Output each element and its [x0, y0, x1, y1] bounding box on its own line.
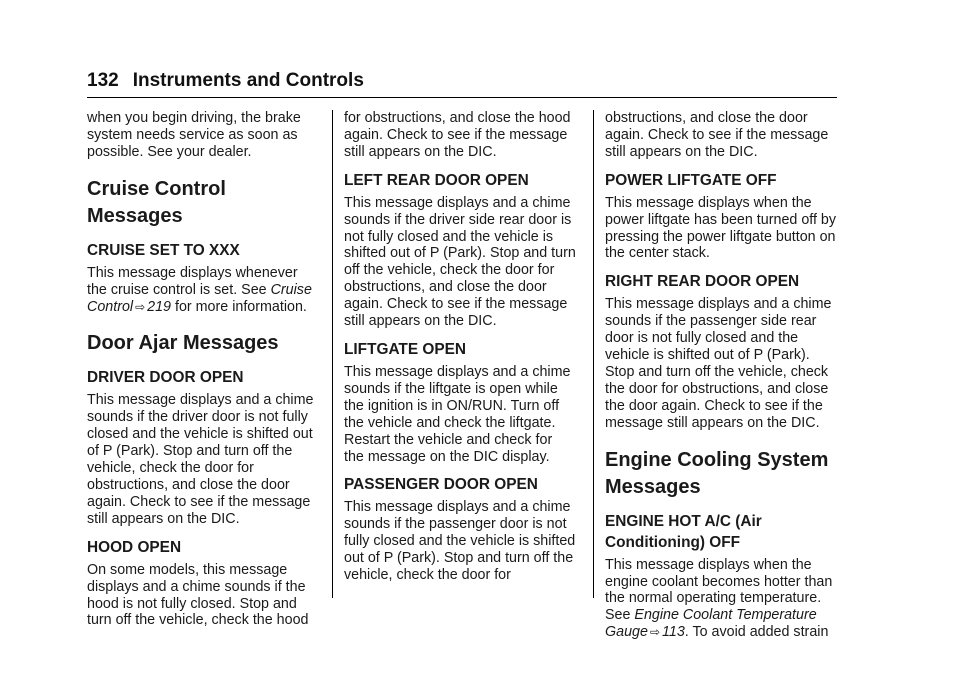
cruise-control-page-ref: 219	[147, 298, 172, 315]
heading-right-rear-door-open: RIGHT REAR DOOR OPEN	[605, 273, 800, 291]
heading-door-ajar-messages: Door Ajar Messages	[87, 332, 279, 355]
passenger-continued-paragraph: obstructions, and close the door again. Check to see if the message still appears on the DIC.	[605, 110, 829, 160]
heading-left-rear-door-open: LEFT REAR DOOR OPEN	[344, 171, 529, 189]
intro-paragraph: when you begin driving, the brake system needs service as soon as possible. See your dealer.	[87, 110, 301, 160]
heading-cruise-set: CRUISE SET TO XXX	[87, 241, 240, 259]
cruise-control-link-text: Cruise Control	[87, 281, 312, 315]
hood-open-paragraph: On some models, this message displays and a chime sounds if the hood is not fully closed. Stop and turn off the vehicle, check the hood	[87, 561, 309, 629]
page-header	[87, 70, 837, 92]
left-rear-door-paragraph: This message displays and a chime sounds if the driver side rear door is not fully closed and the vehicle is shifted out of P (Park). Stop and turn off the vehicle, check the door for obstructions, and close the door again. Check to see if the message still appears on the DIC.	[344, 194, 576, 330]
heading-engine-hot-ac-off: ENGINE HOT A/C (Air Conditioning) OFF	[605, 512, 762, 551]
heading-cruise-control-messages: Cruise Control Messages	[87, 177, 226, 227]
engine-hot-paragraph	[605, 557, 837, 642]
driver-door-paragraph: This message displays and a chime sounds if the driver door is not fully closed and the vehicle is shifted out of P (Park). Stop and turn off the vehicle, check the door for obstructions, and close the door again. Check to see if the message still appears on the DIC.	[87, 392, 314, 527]
right-rear-door-paragraph: This message displays and a chime sounds if the passenger side rear door is not fully closed and the vehicle is shifted out of P (Park). Stop and turn off the vehicle, check the door for obstructions, and close the door again. Check to see if the message still appears on the DIC.	[605, 296, 832, 431]
heading-driver-door-open: DRIVER DOOR OPEN	[87, 369, 244, 387]
xref-arrow-icon: ⇨	[135, 299, 146, 314]
heading-engine-cooling-system-messages: Engine Cooling System Messages	[605, 448, 829, 498]
power-liftgate-paragraph: This message displays when the power liftgate has been turned off by pressing the power liftgate button on the center stack.	[605, 194, 837, 262]
heading-passenger-door-open: PASSENGER DOOR OPEN	[344, 476, 538, 494]
engine-coolant-gauge-link-text: Engine Coolant Temperature Gauge	[605, 607, 817, 641]
page-number: 132	[87, 70, 119, 91]
cruise-set-paragraph	[87, 265, 319, 316]
engine-hot-text-end: . To avoid added strain	[684, 624, 829, 641]
cruise-set-text-end: for more information.	[171, 298, 307, 315]
heading-liftgate-open: LIFTGATE OPEN	[344, 340, 466, 358]
column-2	[344, 110, 576, 584]
column-3	[605, 110, 837, 641]
passenger-door-paragraph: This message displays and a chime sounds if the passenger door is not fully closed and the vehicle is shifted out of P (Park). Stop and turn off the vehicle, check the door for	[344, 499, 576, 584]
header-rule	[87, 97, 837, 98]
engine-coolant-gauge-page-ref: 113	[662, 624, 685, 641]
heading-hood-open: HOOD OPEN	[87, 538, 182, 556]
column-divider-1	[332, 110, 333, 598]
column-divider-2	[593, 110, 594, 598]
column-1	[87, 110, 319, 629]
heading-power-liftgate-off: POWER LIFTGATE OFF	[605, 171, 777, 189]
cruise-set-text: This message displays whenever the cruise control is set. See	[87, 264, 298, 298]
engine-hot-text: This message displays when the engine coolant becomes hotter than the normal operating temperature. See	[605, 556, 833, 624]
hood-continued-paragraph: for obstructions, and close the hood again. Check to see if the message still appears on the DIC.	[344, 110, 571, 160]
xref-arrow-icon: ⇨	[649, 625, 660, 640]
liftgate-open-paragraph: This message displays and a chime sounds if the liftgate is open while the ignition is in ON/RUN. Turn off the vehicle and check the liftgate. Restart the vehicle and check for the message on the DIC display.	[344, 363, 571, 465]
section-title: Instruments and Controls	[132, 70, 364, 91]
